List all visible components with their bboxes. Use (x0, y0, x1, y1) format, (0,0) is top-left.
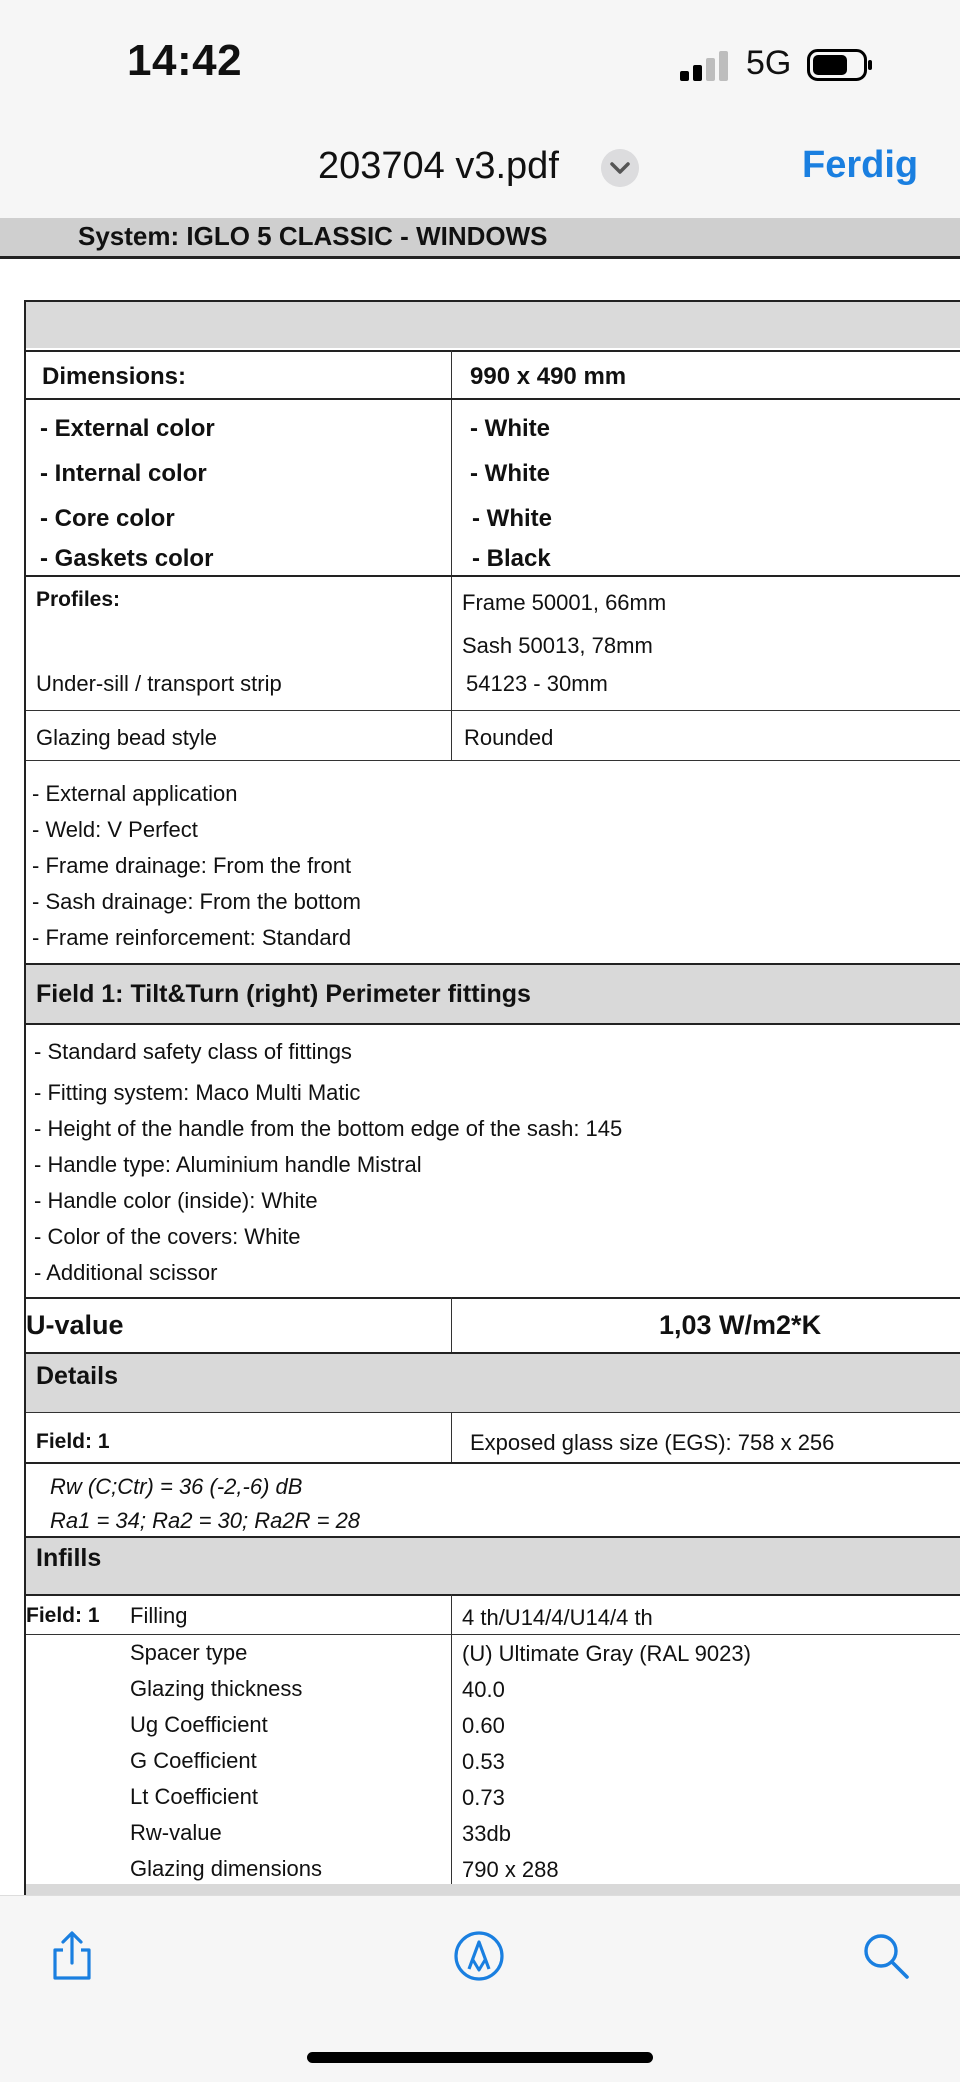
spec-table (24, 300, 960, 1895)
share-icon[interactable] (46, 1930, 98, 1982)
status-time: 14:42 (127, 36, 243, 85)
divider (26, 350, 960, 352)
color-label: - Core color (40, 505, 175, 532)
fitting-item: - Additional scissor (34, 1260, 218, 1285)
divider (26, 1412, 960, 1413)
infill-row-label: Glazing dimensions (130, 1856, 322, 1881)
infill-row-value: 40.0 (462, 1677, 505, 1702)
infill-row-label: Ug Coefficient (130, 1712, 268, 1737)
uvalue-label: U-value (26, 1310, 124, 1340)
infill-row-value: 0.73 (462, 1785, 505, 1810)
divider (26, 1462, 960, 1464)
option-item: - Frame reinforcement: Standard (32, 925, 352, 950)
document-title[interactable]: 203704 v3.pdf (318, 145, 559, 187)
field1-header: Field 1: Tilt&Turn (right) Perimeter fittings (36, 980, 531, 1008)
infill-field-label: Field: 1 (26, 1604, 100, 1627)
color-label: - External color (40, 415, 215, 442)
fitting-item: - Height of the handle from the bottom edge of the sash: 145 (34, 1116, 623, 1141)
battery-icon (807, 49, 873, 81)
fitting-item: - Handle color (inside): White (34, 1188, 318, 1213)
infill-row-value: 0.53 (462, 1749, 505, 1774)
details-field-label: Field: 1 (36, 1430, 110, 1453)
glazing-bead-label: Glazing bead style (36, 725, 217, 750)
infill-row-label: Rw-value (130, 1820, 222, 1845)
divider (26, 1594, 960, 1596)
fitting-item: - Color of the covers: White (34, 1224, 301, 1249)
rw-line: Rw (C;Ctr) = 36 (-2,-6) dB (50, 1474, 303, 1499)
dimensions-value: 990 x 490 mm (470, 363, 627, 390)
infill-row-label: Glazing thickness (130, 1676, 303, 1701)
color-label: - Gaskets color (40, 545, 214, 572)
dimensions-label: Dimensions: (42, 363, 187, 390)
infill-row-value: (U) Ultimate Gray (RAL 9023) (462, 1641, 751, 1666)
divider (26, 1634, 960, 1635)
column-divider (451, 710, 452, 760)
divider (26, 575, 960, 577)
cellular-signal-icon (680, 51, 732, 81)
infills-band (26, 1538, 960, 1594)
header-band (26, 302, 960, 348)
option-item: - External application (32, 781, 238, 806)
next-section-band (26, 1884, 960, 1895)
profiles-label: Profiles: (36, 588, 121, 611)
divider (26, 1297, 960, 1299)
home-indicator[interactable] (307, 2052, 653, 2063)
egs-value: Exposed glass size (EGS): 758 x 256 (470, 1430, 835, 1455)
markup-icon[interactable] (453, 1930, 505, 1982)
infill-row-label: Spacer type (130, 1640, 248, 1665)
infill-row-label: G Coefficient (130, 1748, 257, 1773)
column-divider (451, 350, 452, 750)
chevron-down-icon[interactable] (601, 149, 639, 187)
fitting-item: - Fitting system: Maco Multi Matic (34, 1080, 361, 1105)
uvalue-value: 1,03 W/m2*K (659, 1310, 822, 1340)
divider (26, 1023, 960, 1025)
details-band (26, 1354, 960, 1412)
color-value: - White (472, 505, 552, 532)
option-item: - Weld: V Perfect (32, 817, 198, 842)
search-icon[interactable] (860, 1930, 912, 1982)
undersill-label: Under-sill / transport strip (36, 671, 282, 696)
infill-row-value: 4 th/U14/4/U14/4 th (462, 1605, 653, 1630)
done-button[interactable]: Ferdig (802, 144, 919, 186)
frame-profile: Frame 50001, 66mm (462, 590, 667, 615)
system-title: System: IGLO 5 CLASSIC - WINDOWS (78, 221, 548, 251)
infill-row-label: Lt Coefficient (130, 1784, 259, 1809)
color-value: - White (470, 460, 550, 487)
glazing-bead-value: Rounded (464, 725, 554, 750)
infill-row-label: Filling (130, 1603, 188, 1628)
pdf-page[interactable] (0, 218, 960, 1895)
option-item: - Sash drainage: From the bottom (32, 889, 361, 914)
column-divider (451, 1594, 452, 1884)
undersill-value: 54123 - 30mm (466, 671, 608, 696)
ra-line: Ra1 = 34; Ra2 = 30; Ra2R = 28 (50, 1508, 361, 1533)
infills-header: Infills (36, 1544, 102, 1572)
infill-row-value: 0.60 (462, 1713, 505, 1738)
divider (26, 760, 960, 761)
infill-row-value: 33db (462, 1821, 511, 1846)
color-value: - Black (472, 545, 551, 572)
fitting-item: - Standard safety class of fittings (34, 1039, 352, 1064)
infill-row-value: 790 x 288 (462, 1857, 559, 1882)
fitting-item: - Handle type: Aluminium handle Mistral (34, 1152, 422, 1177)
details-header: Details (36, 1362, 118, 1390)
divider (26, 398, 960, 400)
column-divider (451, 1297, 452, 1352)
sash-profile: Sash 50013, 78mm (462, 633, 653, 658)
color-label: - Internal color (40, 460, 207, 487)
column-divider (451, 1412, 452, 1462)
option-item: - Frame drainage: From the front (32, 853, 352, 878)
divider (26, 710, 960, 711)
color-value: - White (470, 415, 550, 442)
network-type: 5G (746, 44, 792, 82)
